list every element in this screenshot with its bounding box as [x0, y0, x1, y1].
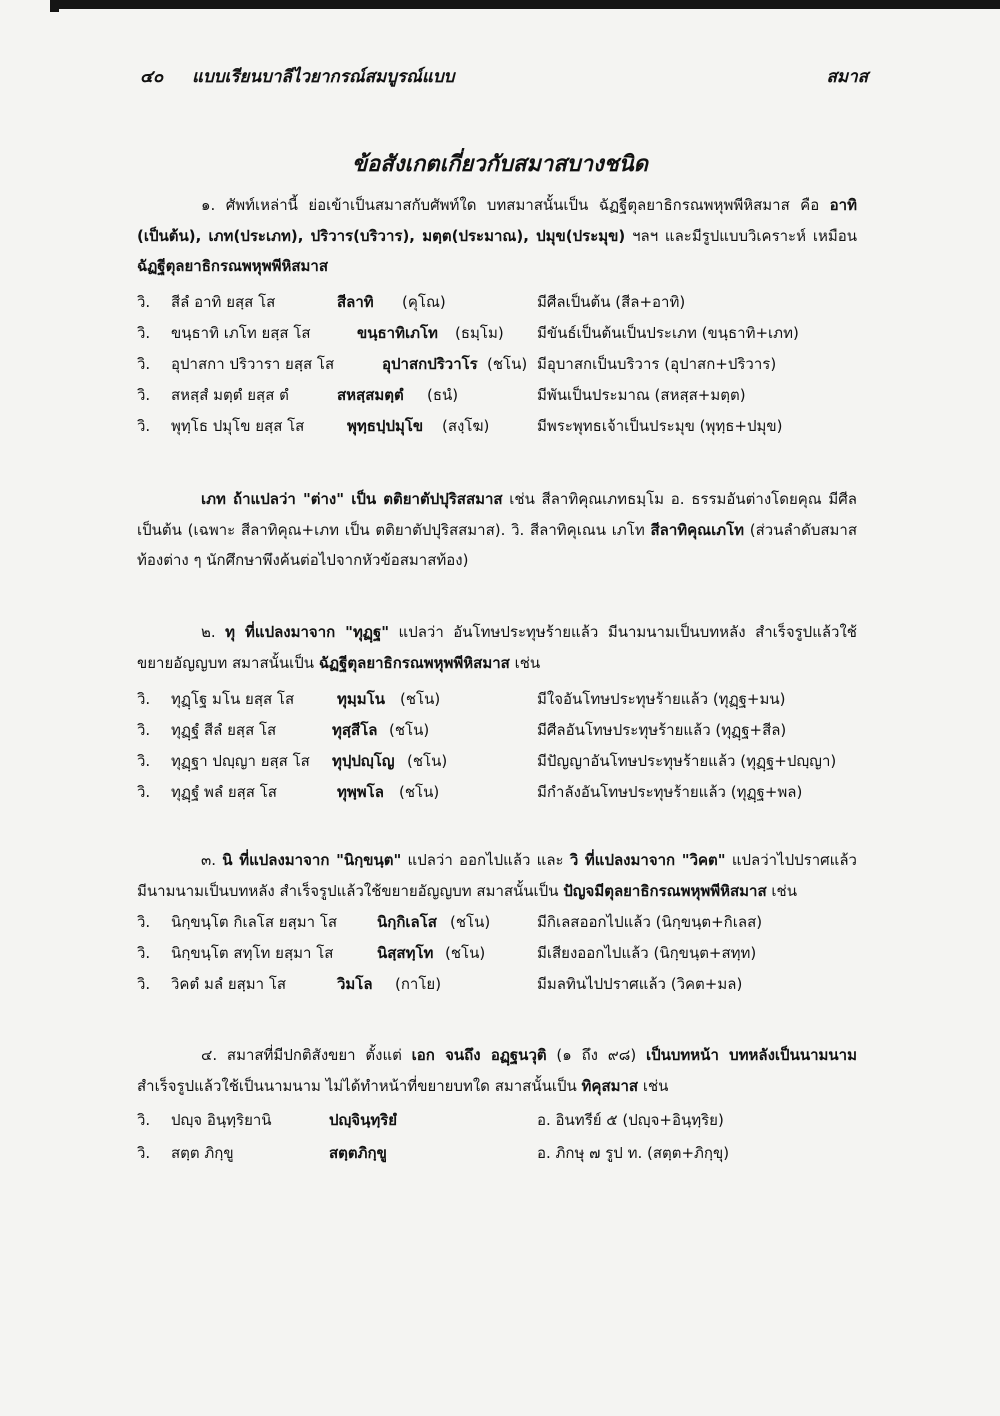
translation: มีอุบาสกเป็นบริวาร (อุปาสก+ปริวาร): [537, 355, 777, 373]
vi-label: วิ.: [137, 752, 151, 770]
section-2-bold-b: ฉัฏฐีตุลยาธิกรณพหุพพีหิสมาส: [318, 653, 510, 672]
section-4-number: ๔.: [201, 1046, 218, 1064]
vi-label: วิ.: [137, 417, 151, 435]
section-3-text-a: แปลว่า ออกไปแล้ว และ: [407, 851, 564, 869]
compound: นิกฺกิเลโส: [377, 913, 437, 931]
example-row: [137, 286, 867, 317]
analysis: ขนฺธาทิ เภโท ยสฺส โส: [171, 324, 311, 342]
compound: ทุสฺสีโล: [332, 721, 378, 739]
vi-label: วิ.: [137, 783, 151, 801]
chapter-title: สมาส: [826, 67, 868, 87]
vi-label: วิ.: [137, 324, 151, 342]
example-row: [137, 410, 867, 441]
example-row: [137, 1104, 867, 1137]
compound: สหสฺสมตฺตํ: [337, 386, 404, 404]
noun: (ชโน): [407, 752, 448, 770]
section-3-bold-b: วิ ที่แปลงมาจาก "วิคต": [569, 851, 726, 869]
page-number: ๔๐: [140, 67, 164, 87]
analysis: สหสฺสํ มตฺตํ ยสฺส ตํ: [171, 386, 289, 404]
analysis: นิกฺขนฺโต กิเลโส ยสฺมา โส: [171, 913, 338, 931]
analysis: ปญฺจ อินฺทฺริยานิ: [171, 1111, 272, 1129]
example-row: [137, 348, 867, 379]
compound: ขนฺธาทิเภโท: [357, 324, 438, 342]
note-text-2: (ส่วนลำดับสมาสท้องต่าง ๆ นักศึกษาพึงค้นต่อไปจากหัวข้อสมาสท้อง): [137, 520, 857, 569]
translation: มีศีลเป็นต้น (สีล+อาทิ): [537, 293, 686, 311]
vi-label: วิ.: [137, 293, 151, 311]
note-text-1: เช่น สีลาทิคุณเภทธมฺโม อ. ธรรมอันต่างโดยคุณ มีศีลเป็นต้น (เฉพาะ สีลาทิคุณ+เภท เป็น ตติยาตัปปุริสสมาส). วิ. สีลาทิคุเณน เภโท: [137, 490, 857, 539]
section-3-text-b: แปลว่าไปปราศแล้ว มีนามนามเป็นบทหลัง สำเร็จรูปแล้วใช้ขยายอัญญบท สมาสนั้นเป็น: [137, 851, 857, 900]
section-2-text-b: เช่น: [514, 653, 541, 672]
compound: ทุพฺพโล: [337, 783, 384, 801]
section-1-bold-list: อาทิ (เป็นต้น), เภท(ประเภท), ปริวาร(บริวาร), มตฺต(ประมาณ), ปมุข(ประมุข): [137, 196, 857, 245]
section-3-bold-a: นิ ที่แปลงมาจาก "นิกฺขนฺต": [222, 851, 402, 869]
noun: (ชโน): [400, 690, 441, 708]
translation: มีพระพุทธเจ้าเป็นประมุข (พุทฺธ+ปมุข): [537, 417, 783, 435]
noun: (กาโย): [395, 975, 442, 993]
note-bold-1: เภท ถ้าแปลว่า "ต่าง" เป็น ตติยาตัปปุริสสมาส: [201, 490, 503, 508]
noun: (ชโน): [445, 944, 486, 962]
compound: ปญฺจินฺทฺริยํ: [329, 1111, 398, 1129]
vi-label: วิ.: [137, 386, 151, 404]
vi-label: วิ.: [137, 944, 151, 962]
section-2-text-a: แปลว่า อันโทษประทุษร้ายแล้ว มีนามนามเป็นบทหลัง สำเร็จรูปแล้วใช้ขยายอัญญบท สมาสนั้นเป็น: [137, 623, 857, 672]
section-1-number: ๑.: [201, 196, 216, 214]
vi-label: วิ.: [137, 913, 151, 931]
example-row: [137, 745, 867, 776]
section-4-bold-c: ทิคุสมาส: [581, 1076, 639, 1095]
analysis: สีลํ อาทิ ยสฺส โส: [171, 293, 276, 311]
section-1-bold-c: ฉัฏฐีตุลยาธิกรณพหุพพีหิสมาส: [137, 257, 328, 275]
translation: มีกิเลสออกไปแล้ว (นิกฺขนฺต+กิเลส): [537, 913, 763, 931]
section-2-bold-a: ทุ ที่แปลงมาจาก "ทุฏฺฐ": [225, 623, 390, 641]
translation: มีเสียงออกไปแล้ว (นิกฺขนฺต+สทฺท): [537, 944, 757, 962]
vi-label: วิ.: [137, 975, 151, 993]
section-2-number: ๒.: [201, 623, 216, 641]
example-row: [137, 317, 867, 348]
example-row: [137, 968, 867, 999]
compound: สตฺตภิกฺขู: [329, 1144, 387, 1162]
section-1-examples: [137, 286, 867, 441]
translation: มีขันธ์เป็นต้นเป็นประเภท (ขนฺธาทิ+เภท): [537, 324, 799, 342]
page-title: ข้อสังเกตเกี่ยวกับสมาสบางชนิด: [352, 152, 648, 177]
compound: ทุมฺมโน: [337, 690, 385, 708]
section-4-text-a: สมาสที่มีปกติสังขยา ตั้งแต่: [226, 1046, 402, 1064]
noun: (สงฺโฆ): [442, 417, 490, 435]
analysis: พุทฺโธ ปมุโข ยสฺส โส: [171, 417, 305, 435]
section-3-number: ๓.: [201, 851, 217, 869]
section-4-text-d: เช่น: [642, 1076, 669, 1095]
noun: (ชโน): [389, 721, 430, 739]
analysis: ทุฏฺฐํ สีลํ ยสฺส โส: [171, 721, 277, 739]
section-4-intro: [137, 1040, 857, 1101]
compound: สีลาทิ: [337, 293, 374, 311]
example-row: [137, 906, 867, 937]
analysis: ทุฏฺฐํ พลํ ยสฺส โส: [171, 783, 277, 801]
example-row: [137, 379, 867, 410]
translation: มีกำลังอันโทษประทุษร้ายแล้ว (ทุฏฺฐ+พล): [537, 783, 803, 801]
section-1-intro: [137, 190, 857, 282]
compound: วิมโล: [337, 975, 373, 993]
example-row: [137, 683, 867, 714]
section-4-text-b: (๑ ถึง ๙๘): [556, 1046, 637, 1064]
section-1-text-b: ฯลฯ และมีรูปแบบวิเคราะห์: [632, 226, 807, 245]
vi-label: วิ.: [137, 721, 151, 739]
section-3-text-c: เช่น: [771, 881, 797, 900]
section-2-intro: [137, 617, 857, 678]
translation: อ. อินทรีย์ ๕ (ปญฺจ+อินฺทฺริย): [537, 1111, 724, 1129]
translation: มีศีลอันโทษประทุษร้ายแล้ว (ทุฏฺฐ+สีล): [537, 721, 787, 739]
example-row: [137, 937, 867, 968]
noun: (ชโน): [399, 783, 440, 801]
analysis: ทุฏฺโฐ มโน ยสฺส โส: [171, 690, 295, 708]
translation: มีปัญญาอันโทษประทุษร้ายแล้ว (ทุฏฺฐ+ปญฺญา): [537, 752, 837, 770]
section-4-examples: [137, 1104, 867, 1170]
vi-label: วิ.: [137, 690, 151, 708]
analysis: นิกฺขนฺโต สทฺโท ยสฺมา โส: [171, 944, 334, 962]
example-row: [137, 1137, 867, 1170]
translation: มีใจอันโทษประทุษร้ายแล้ว (ทุฏฺฐ+มน): [537, 690, 786, 708]
compound: พุทฺธปฺปมุโข: [347, 417, 424, 435]
translation: มีพันเป็นประมาณ (สหสฺส+มตฺต): [537, 386, 746, 404]
analysis: ทุฏฺฐา ปญฺญา ยสฺส โส: [171, 752, 310, 770]
vi-label: วิ.: [137, 1111, 151, 1129]
analysis: อุปาสกา ปริวารา ยสฺส โส: [171, 355, 335, 373]
noun: (ชโน): [450, 913, 491, 931]
translation: อ. ภิกษุ ๗ รูป ท. (สตฺต+ภิกฺขุ): [537, 1144, 730, 1162]
section-1-note: [137, 484, 857, 576]
analysis: สตฺต ภิกฺขู: [171, 1144, 234, 1162]
noun: (ชโน): [487, 355, 528, 373]
compound: อุปาสกปริวาโร: [382, 355, 478, 373]
section-1-text-a: ศัพท์เหล่านี้ ย่อเข้าเป็นสมาสกับศัพท์ใด บทสมาสนั้นเป็น ฉัฏฐีตุลยาธิกรณพหุพพีหิสมาส คือ: [225, 196, 820, 214]
section-3-intro: [137, 845, 857, 906]
section-4-bold-b: เป็นบทหน้า บทหลังเป็นนามนาม: [645, 1046, 857, 1064]
section-2-examples: [137, 683, 867, 807]
example-row: [137, 714, 867, 745]
section-1-text-c: เหมือน: [812, 226, 857, 245]
noun: (คุโณ): [402, 293, 446, 311]
noun: (ธมฺโม): [455, 324, 504, 342]
translation: มีมลทินไปปราศแล้ว (วิคต+มล): [537, 975, 743, 993]
analysis: วิคตํ มลํ ยสฺมา โส: [171, 975, 287, 993]
example-row: [137, 776, 867, 807]
vi-label: วิ.: [137, 355, 151, 373]
book-title: แบบเรียนบาลีไวยากรณ์สมบูรณ์แบบ: [192, 67, 455, 87]
compound: นิสฺสทฺโท: [377, 944, 434, 962]
noun: (ธนํ): [427, 386, 459, 404]
section-4-text-c: สำเร็จรูปแล้วใช้เป็นนามนาม ไม่ได้ทำหน้าที่ขยายบทใด สมาสนั้นเป็น: [137, 1076, 577, 1095]
section-3-examples: [137, 906, 867, 999]
vi-label: วิ.: [137, 1144, 151, 1162]
note-bold-2: สีลาทิคุณเภโท: [650, 520, 745, 539]
compound: ทุปฺปญฺโญ: [332, 752, 395, 770]
section-3-bold-c: ปัญจมีตุลยาธิกรณพหุพพีหิสมาส: [563, 881, 767, 900]
section-4-bold-a: เอก จนถึง อฏฺฐนวุติ: [411, 1046, 547, 1064]
